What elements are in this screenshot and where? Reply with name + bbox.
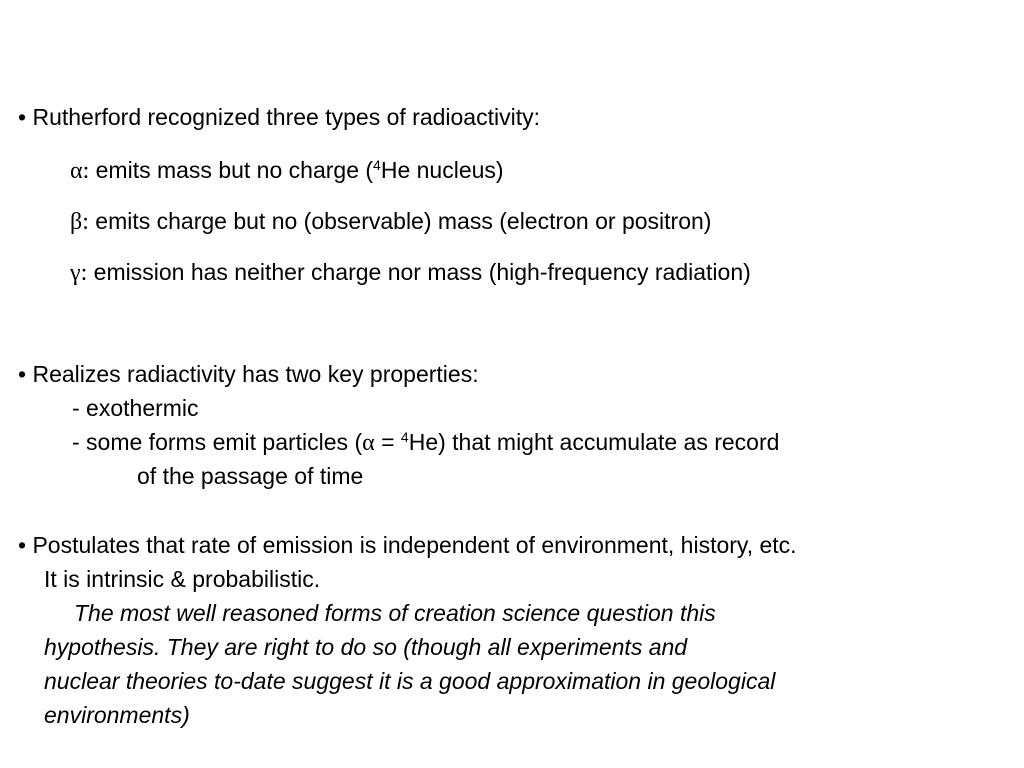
property-emit-particles-continued [137, 463, 363, 489]
bullet-postulates [18, 532, 797, 558]
emit-text-pre: - some forms emit particles ( [72, 429, 363, 455]
alpha-symbol: α [362, 430, 375, 456]
note-text: hypothesis. They are right to do so (though all experiments and [44, 634, 688, 660]
helium-mass-number: 4 [400, 429, 409, 445]
gamma-symbol: γ [70, 260, 81, 286]
beta-symbol: β [70, 209, 83, 235]
note-text: The most well reasoned forms of creation science question this [74, 600, 716, 626]
note-text: nuclear theories to-date suggest it is a good approximation in geological [44, 668, 776, 694]
alpha-symbol: α [70, 158, 83, 184]
property-emit-particles [72, 429, 779, 456]
section1-heading: Rutherford recognized three types of radioactivity: [32, 104, 540, 130]
alpha-mass-number: 4 [373, 157, 381, 173]
bullet-two-properties [18, 361, 479, 387]
bullet-marker: • [18, 532, 27, 558]
note-text: environments) [44, 702, 190, 728]
emit-equals: = [374, 429, 401, 455]
alpha-text-post: He nucleus) [380, 157, 504, 183]
creation-science-note-line3 [44, 668, 775, 694]
creation-science-note-line1 [74, 600, 716, 626]
section3-line1: Postulates that rate of emission is independent of environment, history, etc. [32, 532, 797, 558]
gamma-colon: : [80, 260, 88, 286]
creation-science-note-line4 [44, 702, 190, 728]
beta-line [70, 208, 711, 235]
alpha-colon: : [82, 158, 90, 184]
section3-line2 [44, 566, 320, 592]
section2-heading: Realizes radiactivity has two key properties: [32, 361, 479, 387]
beta-colon: : [82, 209, 89, 235]
emit-continuation-text: of the passage of time [137, 463, 364, 489]
bullet-marker: • [18, 104, 27, 130]
emit-text-post: He) that might accumulate as record [408, 429, 780, 455]
exothermic-text: - exothermic [72, 395, 199, 421]
gamma-text: emission has neither charge nor mass (high-frequency radiation) [87, 259, 751, 285]
alpha-line [70, 157, 504, 184]
beta-text: emits charge but no (observable) mass (electron or positron) [88, 208, 712, 234]
gamma-line [70, 259, 751, 286]
intrinsic-text: It is intrinsic & probabilistic. [44, 566, 321, 592]
property-exothermic [72, 395, 199, 421]
alpha-text-pre: emits mass but no charge ( [89, 157, 374, 183]
bullet-rutherford-types [18, 104, 540, 130]
bullet-marker: • [18, 361, 27, 387]
creation-science-note-line2 [44, 634, 687, 660]
